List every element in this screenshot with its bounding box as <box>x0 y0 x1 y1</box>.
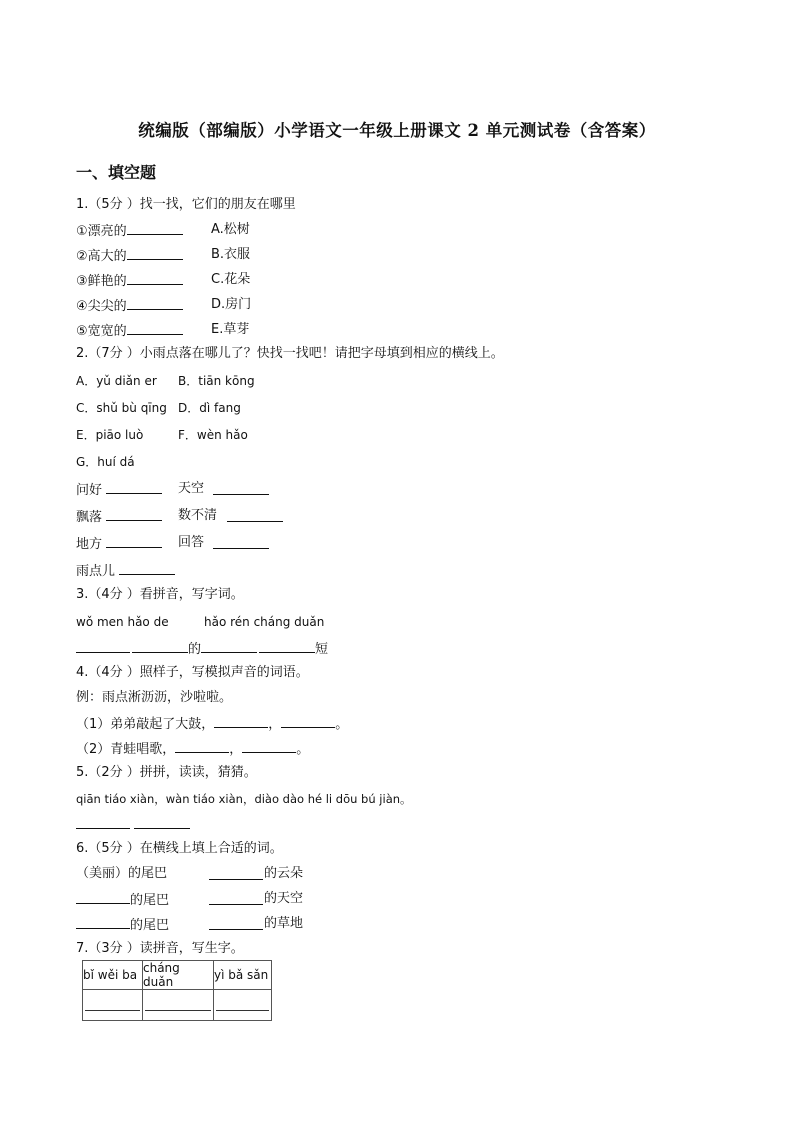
match-row: 地方 回答 <box>76 535 162 553</box>
question-2-stem: 2.（7分 ）小雨点落在哪儿了？快找一找吧！请把字母填到相应的横线上。 <box>76 346 504 361</box>
answer-blank[interactable] <box>201 640 257 653</box>
question-5-stem: 5.（2分 ）拼拼，读读，猜猜。 <box>76 765 257 780</box>
fill-row: 的尾巴 的草地 <box>76 916 169 934</box>
page-title: 统编版（部编版）小学语文一年级上册课文 2 单元测试卷（含答案） <box>138 121 656 140</box>
answer-blank[interactable] <box>134 816 190 829</box>
example-line: 例：雨点淅沥沥，沙啦啦。 <box>76 690 233 705</box>
pinyin-writing-table <box>82 960 272 1021</box>
answer-blank[interactable] <box>214 715 268 728</box>
question-6-stem: 6.（5分 ）在横线上填上合适的词。 <box>76 841 283 856</box>
writing-cell[interactable] <box>214 990 272 1021</box>
answer-blank[interactable] <box>281 715 335 728</box>
answer-blank[interactable] <box>127 322 183 335</box>
answer-blank[interactable] <box>76 640 130 653</box>
question-1-row: ③鲜艳的 C.花朵 <box>76 272 251 289</box>
pinyin-cell: yì bǎ sǎn <box>214 961 272 990</box>
question-1-row: ⑤宽宽的 E.草芽 <box>76 322 250 339</box>
answer-blank[interactable] <box>209 917 263 930</box>
question-3-stem: 3.（4分 ）看拼音，写字词。 <box>76 587 244 602</box>
pinyin-line: wǒ men hǎo de hǎo rén cháng duǎn <box>76 615 325 629</box>
exercise-line: （1）弟弟敲起了大鼓， ， 。 <box>76 717 349 732</box>
answer-blank[interactable] <box>132 640 188 653</box>
answer-blank[interactable] <box>76 891 130 904</box>
pinyin-option-row: G．huí dá <box>76 455 135 469</box>
question-1-row: ④尖尖的 D.房门 <box>76 297 252 314</box>
answer-blank[interactable] <box>259 640 315 653</box>
writing-cell[interactable] <box>83 990 143 1021</box>
match-row: 飘落 数不清 <box>76 508 162 526</box>
answer-blank[interactable] <box>76 816 130 829</box>
writing-line: 的 短 <box>76 640 328 658</box>
answer-blank[interactable] <box>242 740 296 753</box>
answer-blank[interactable] <box>106 481 162 494</box>
pinyin-cell: bǐ wěi ba <box>83 961 143 990</box>
answer-blank[interactable] <box>227 509 283 522</box>
answer-blank[interactable] <box>209 892 263 905</box>
answer-blank[interactable] <box>76 916 130 929</box>
answer-blank[interactable] <box>119 562 175 575</box>
answer-blank[interactable] <box>175 740 229 753</box>
question-4-stem: 4.（4分 ）照样子，写模拟声音的词语。 <box>76 665 309 680</box>
answer-blank[interactable] <box>127 297 183 310</box>
exercise-line: （2）青蛙唱歌， ， 。 <box>76 742 310 757</box>
fill-row: （美丽）的尾巴 的云朵 <box>76 866 304 881</box>
pinyin-option-row: A．yǔ diǎn er B．tiān kōng <box>76 374 255 388</box>
match-row: 问好 天空 <box>76 481 162 499</box>
question-1-row: ①漂亮的 A.松树 <box>76 222 250 239</box>
pinyin-cell: cháng duǎn <box>143 961 214 990</box>
answer-blank[interactable] <box>127 272 183 285</box>
answer-blank[interactable] <box>127 222 183 235</box>
writing-cell[interactable] <box>143 990 214 1021</box>
answer-blank[interactable] <box>213 482 269 495</box>
question-7-stem: 7.（3分 ）读拼音，写生字。 <box>76 941 244 956</box>
writing-line <box>76 816 190 834</box>
answer-blank[interactable] <box>127 247 183 260</box>
pinyin-option-row: C．shǔ bù qīng D．dì fang <box>76 401 241 415</box>
answer-blank[interactable] <box>209 867 263 880</box>
answer-blank[interactable] <box>106 535 162 548</box>
match-row: 雨点儿 <box>76 562 175 580</box>
answer-blank[interactable] <box>213 536 269 549</box>
answer-blank[interactable] <box>106 508 162 521</box>
pinyin-option-row: E．piāo luò F．wèn hǎo <box>76 428 248 442</box>
fill-row: 的尾巴 的天空 <box>76 891 169 909</box>
question-1-row: ②高大的 B.衣服 <box>76 247 251 264</box>
section-heading: 一、填空题 <box>76 163 157 182</box>
pinyin-sentence: qiān tiáo xiàn，wàn tiáo xiàn，diào dào hé li dōu bú jiàn。 <box>76 792 412 806</box>
question-1-stem: 1.（5分 ）找一找，它们的朋友在哪里 <box>76 197 296 212</box>
